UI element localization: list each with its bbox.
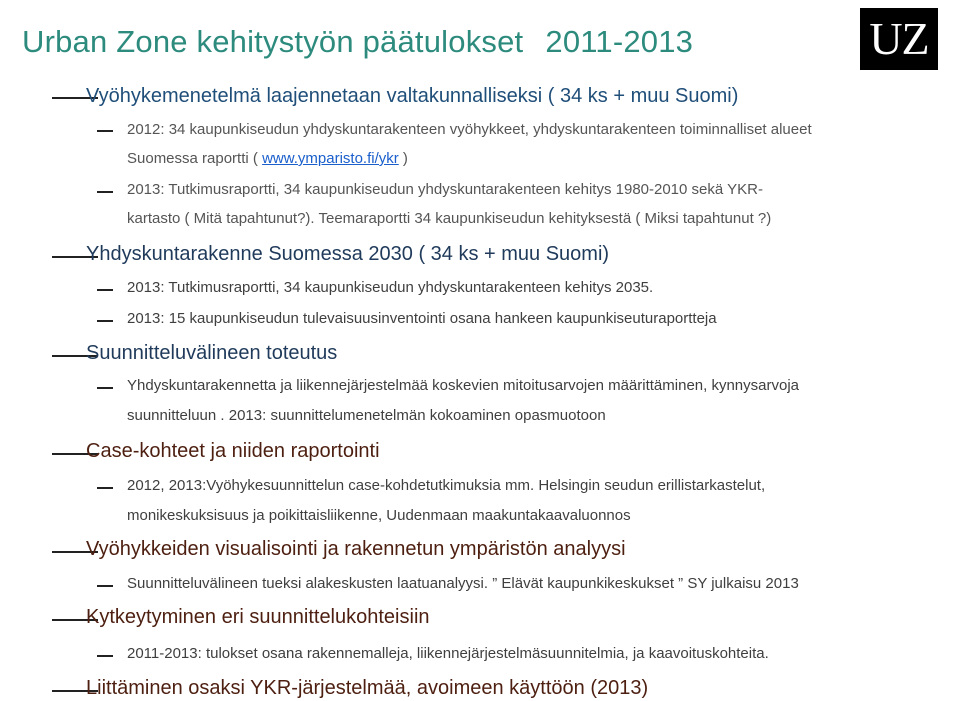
title-main: Urban Zone kehitystyön päätulokset [22, 24, 524, 59]
item-text-continued: monikeskuksisuus ja poikittaisliikenne, Uudenmaan maakuntakaavaluonnos [127, 507, 631, 524]
section-heading: Kytkeytyminen eri suunnittelukohteisiin [86, 606, 430, 628]
sub-bullet-dash [97, 191, 113, 193]
section-heading: Suunnitteluvälineen toteutus [86, 342, 338, 364]
item-text-continued [127, 150, 408, 167]
slide-title [22, 24, 693, 60]
item-text: Suunnitteluvälineen tueksi alakeskusten laatuanalyysi. ” Elävät kaupunkikeskukset ” SY julkaisu 2013 [127, 575, 799, 592]
item-text: 2012, 2013:Vyöhykesuunnittelun case-kohdetutkimuksia mm. Helsingin seudun erillistarkastelut, [127, 477, 766, 494]
item-text-part: Suomessa raportti ( [127, 150, 263, 167]
item-text: 2011-2013: tulokset osana rakennemalleja, liikennejärjestelmäsuunnitelmia, ja kaavoituskohteita. [127, 645, 769, 662]
sub-bullet-dash [97, 487, 113, 489]
item-text: 2013: 15 kaupunkiseudun tulevaisuusinventointi osana hankeen kaupunkiseuturaportteja [127, 310, 717, 327]
section-heading: Yhdyskuntarakenne Suomessa 2030 ( 34 ks + muu Suomi) [86, 243, 610, 265]
sub-bullet-dash [97, 387, 113, 389]
section-heading: Liittäminen osaksi YKR-järjestelmää, avoimeen käyttöön (2013) [86, 677, 649, 699]
section-heading: Vyöhykemenetelmä laajennetaan valtakunnalliseksi ( 34 ks + muu Suomi) [86, 85, 739, 107]
item-text-part: ) [398, 150, 408, 167]
section-heading: Case-kohteet ja niiden raportointi [86, 440, 380, 462]
title-years: 2011-2013 [545, 24, 694, 59]
ymparisto-link[interactable]: www.ymparisto.fi/ykr [262, 150, 399, 167]
uz-logo: UZ [860, 8, 938, 70]
item-text: 2012: 34 kaupunkiseudun yhdyskuntarakenteen vyöhykkeet, yhdyskuntarakenteen toiminnalliset alueet [127, 121, 812, 138]
item-text: Yhdyskuntarakennetta ja liikennejärjestelmää koskevien mitoitusarvojen määrittäminen, kynnysarvoja [127, 377, 800, 394]
sub-bullet-dash [97, 289, 113, 291]
section-heading: Vyöhykkeiden visualisointi ja rakennetun ympäristön analyysi [86, 538, 626, 560]
item-text-continued: kartasto ( Mitä tapahtunut?). Teemaraportti 34 kaupunkiseudun kehityksestä ( Miksi tapahtunut ?) [127, 210, 772, 227]
item-text-continued: suunnitteluun . 2013: suunnittelumenetelmän kokoaminen opasmuotoon [127, 407, 606, 424]
sub-bullet-dash [97, 655, 113, 657]
item-text: 2013: Tutkimusraportti, 34 kaupunkiseudun yhdyskuntarakenteen kehitys 1980-2010 sekä YKR- [127, 181, 763, 198]
sub-bullet-dash [97, 130, 113, 132]
item-text: 2013: Tutkimusraportti, 34 kaupunkiseudun yhdyskuntarakenteen kehitys 2035. [127, 279, 654, 296]
sub-bullet-dash [97, 585, 113, 587]
sub-bullet-dash [97, 320, 113, 322]
